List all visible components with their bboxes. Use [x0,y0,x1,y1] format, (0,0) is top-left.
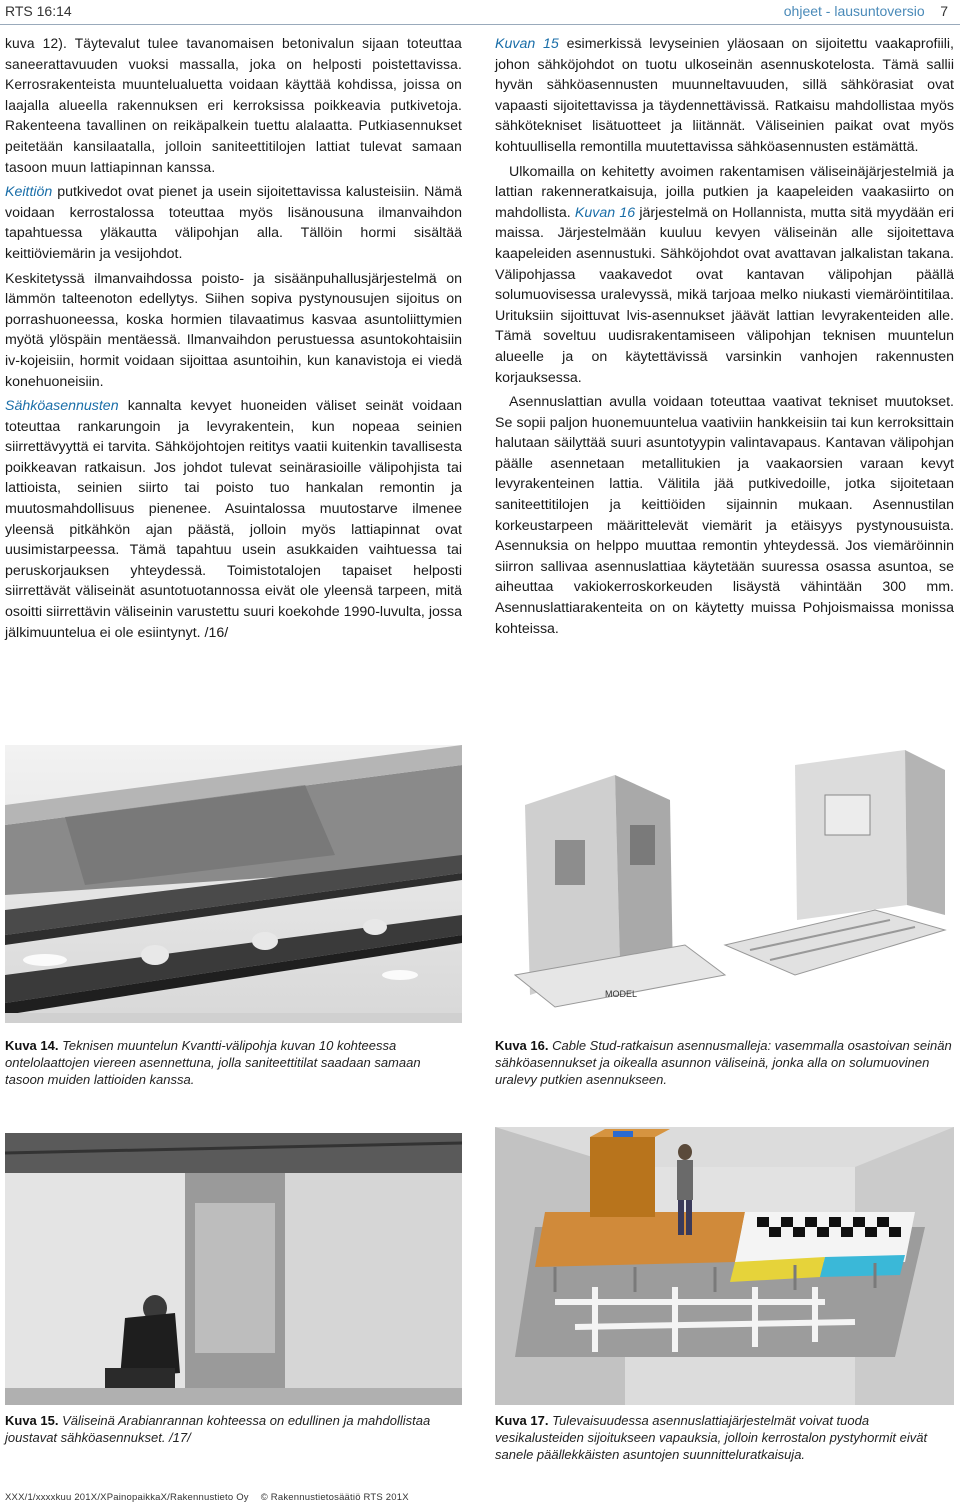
paragraph [495,34,954,158]
caption-label: Kuva 15. [5,1413,59,1428]
caption-text: Väliseinä Arabianrannan kohteessa on edullinen ja mahdollistaa joustavat sähköasennukset. /17/ [5,1413,431,1445]
figure-14-photo [5,745,462,1023]
header-right [784,3,948,19]
page-header [0,0,960,25]
figure-reference: Kuvan 16 [574,204,636,221]
paragraph: Asennuslattian avulla voidaan toteuttaa vaativat tekniset muutokset. Se sopii paljon huonemuuntelua vaativiin hankkeisiin tai kun kerroksittain halutaan säilyttää suuri asuntotyypin valintavapaus. Kantavan välipohjan päälle asennetaan metallitukien ja vaakaorsien varaan kevyt levyrakenteinen lattia. Välitila jää putkivedoille, jotka sijoitetaan saniteettitilojen ja keittiöiden sijainnin mukaan. Asennustilan korkeustarpeen määrittelevät viemärit ja etäisyys pystynousuista. Asennuksia on helppo muuttaa remontin yhteydessä. Jos viemäröinnin siirron sallivaa asennuslattiaa käytetään suuressa osassa asuntoa, se aiheuttaa vakiokerroskorkeuden lisäystä vähintään 300 mm. Asennuslattiarakenteita on on käytetty muissa Pohjoismaissa monissa kohteissa. [495,394,954,637]
page-number: 7 [940,3,948,19]
model-label: MODEL [605,989,638,999]
footer-imprint: XXX/1/xxxxkuu 201X/XPainopaikkaX/Rakennustieto Oy [5,1492,249,1503]
publication-code: RTS 16:14 [5,3,72,19]
figure-17-caption [495,1412,954,1463]
caption-label: Kuva 16. [495,1038,549,1053]
paragraph [495,162,954,389]
caption-text: Teknisen muuntelun Kvantti-välipohja kuvan 10 kohteessa ontelolaattojen viereen asennettuna, jolla saniteettitilat saadaan samaan tasoon muiden lattioiden kanssa. [5,1038,421,1087]
paragraph-text: esimerkissä levyseinien yläosaan on sijoitettu vaakaprofiili, johon sähköjohdot on tuotu ulkoseinän asennuskotelosta. Tämä sallii hyvän sähköasennusten muunneltavuuden, sillä sähkörasiat ovat vapaasti sijoitettavissa ja täydennettävissä. Ratkaisu mahdollistaa myös sähkötekniset lisätuotteet ja liitännät. Väliseinien paikat ovat myös kohtuullisella remontilla muutettavissa sähköasennusten estämättä. [495,36,954,155]
figure-16-caption [495,1037,954,1088]
caption-text: Cable Stud-ratkaisun asennusmalleja: vasemmalla osastoivan seinän sähköasennukset ja oikealla asunnon väliseinä, jonka alla on solumuovinen uralevy putkien asennukseen. [495,1038,952,1087]
topic-reference: Sähköasennusten [5,398,119,415]
paragraph-text: Ulkomailla on kehitetty avoimen rakentamisen väliseinäjärjestelmiä ja lattian rakenneratkaisuja, joilla putkien ja kaapeleiden vaakasiirto on mahdollista. [495,163,954,221]
left-text-column [5,34,462,647]
paragraph [5,182,462,264]
figure-15-photo [5,1133,462,1405]
caption-label: Kuva 14. [5,1038,59,1053]
page-footer [5,1492,409,1503]
footer-copyright: © Rakennustietosäätiö RTS 201X [260,1492,409,1503]
figure-15-caption [5,1412,462,1446]
right-text-column [495,34,954,643]
topic-reference: Keittiön [5,184,53,201]
paragraph [5,396,462,643]
paragraph: Keskitetyssä ilmanvaihdossa poisto- ja sisäänpuhallusjärjestelmä on lämmön talteenoton edellytys. Siihen sopiva pystynousujen sijoitus on porrashuoneessa, koska hormien tilavaatimus kasvaa asuntoliittymien myötä ylöspäin mentäessä. Ilmanvaihdon perustuessa asuntokohtaisiin iv-kojeisiin, hormit voidaan sijoittaa asuntoihin, kun kanavistoja ei viedä konehuoneisiin. [5,270,462,390]
paragraph-text: putkivedot ovat pienet ja usein sijoitettavissa kalusteisiin. Nämä voidaan kerrostalossa toteuttaa myös lisänousuna ilmanvaihdon tapahtuessa yläkautta välipohjan alla. Tällöin hormi sisältää keittiöviemärin ja vesijohdot. [5,184,462,262]
paragraph-text: kannalta kevyet huoneiden väliset seinät voidaan toteuttaa rankarungoin ja levyrakentein, kun nopeaa seinien siirrettävyyttä ei tarvita. Sähköjohtojen reititys vaatii kuitenkin tavallisesta poikkeavan ratkaisun. Jos johdot tulevat seinärasioille välipohjista tai lattioista, seinien siirto tai poisto tuo hankalan remontin ja muutosmahdollisuus pienenee. Asuintalossa muutostarve ilmenee yleensä pitkähkön ajan päästä, jolloin myös lattiapinnat ovat uusimistarpeessa. Tämä tapahtuu usein asukkaiden vaihtuessa tai peruskorjauksen yhteydessä. Toimistotalojen tapaiset helposti siirrettävät väliseinät asuntotuotannossa eivät ole yleensä tarpeen, mitä osoitti siirrettävin väliseinin varustettu suuri koekohde 1990-luvulta, jossa jälkimuuntelua ei ole esiintynyt. /16/ [5,398,462,641]
caption-text: Tulevaisuudessa asennuslattiajärjestelmät voivat tuoda vesikalusteiden sijoitukseen vapauksia, jolloin kerrostalon pystyhormit eivät sanele päällekkäisten asuntojen suunnitteluratkaisuja. [495,1413,928,1462]
caption-label: Kuva 17. [495,1413,549,1428]
figure-reference: Kuvan 15 [495,36,559,52]
figure-16-photo [495,745,954,1023]
figure-17-render [495,1127,954,1405]
paragraph: kuva 12). Täytevalut tulee tavanomaisen betonivalun sijaan toteuttaa saneerattavuuden vuoksi massalla, joka on helposti poistettavissa. Kerrosrakenteista muuntelualuetta voidaan käyttää kohdissa, joissa on laajalla alueella rakennuksen eri kerroksissa poikkeavia putkivetoja. Rakenteena tavallinen on reikäpalkein tuettu alalaatta. Putkiasennukset peitetään kansilaatalla, jolloin saniteettitilojen lattiat tulevat samaan tasoon muun lattiapinnan kanssa. [5,36,462,175]
paragraph-text: järjestelmä on Hollannista, mutta sitä myydään eri maissa. Järjestelmään kuuluu kevyen väliseinän alle sijoitettava kaapeleiden asennustuki. Sähköjohdot ovat avattavan jalkalistan takana. Välipohjassa vaakavedot ovat kantavan välipohjan päällä solumuovisessa uralevyssä, mikä tarjoaa melko niukasti viemäröintitilaa. Urituksiin sijoittuvat lvis-asennukset jäävät lattian levyrakenteiden alle. Tämä soveltuu uudisrakentamiseen välipohjan teknisen muuntelun alueelle ja on käytettävissä varsinkin vanhojen rakennusten korjauksessa. [495,204,954,386]
section-title: ohjeet - lausuntoversio [783,3,925,19]
figure-14-caption [5,1037,462,1088]
